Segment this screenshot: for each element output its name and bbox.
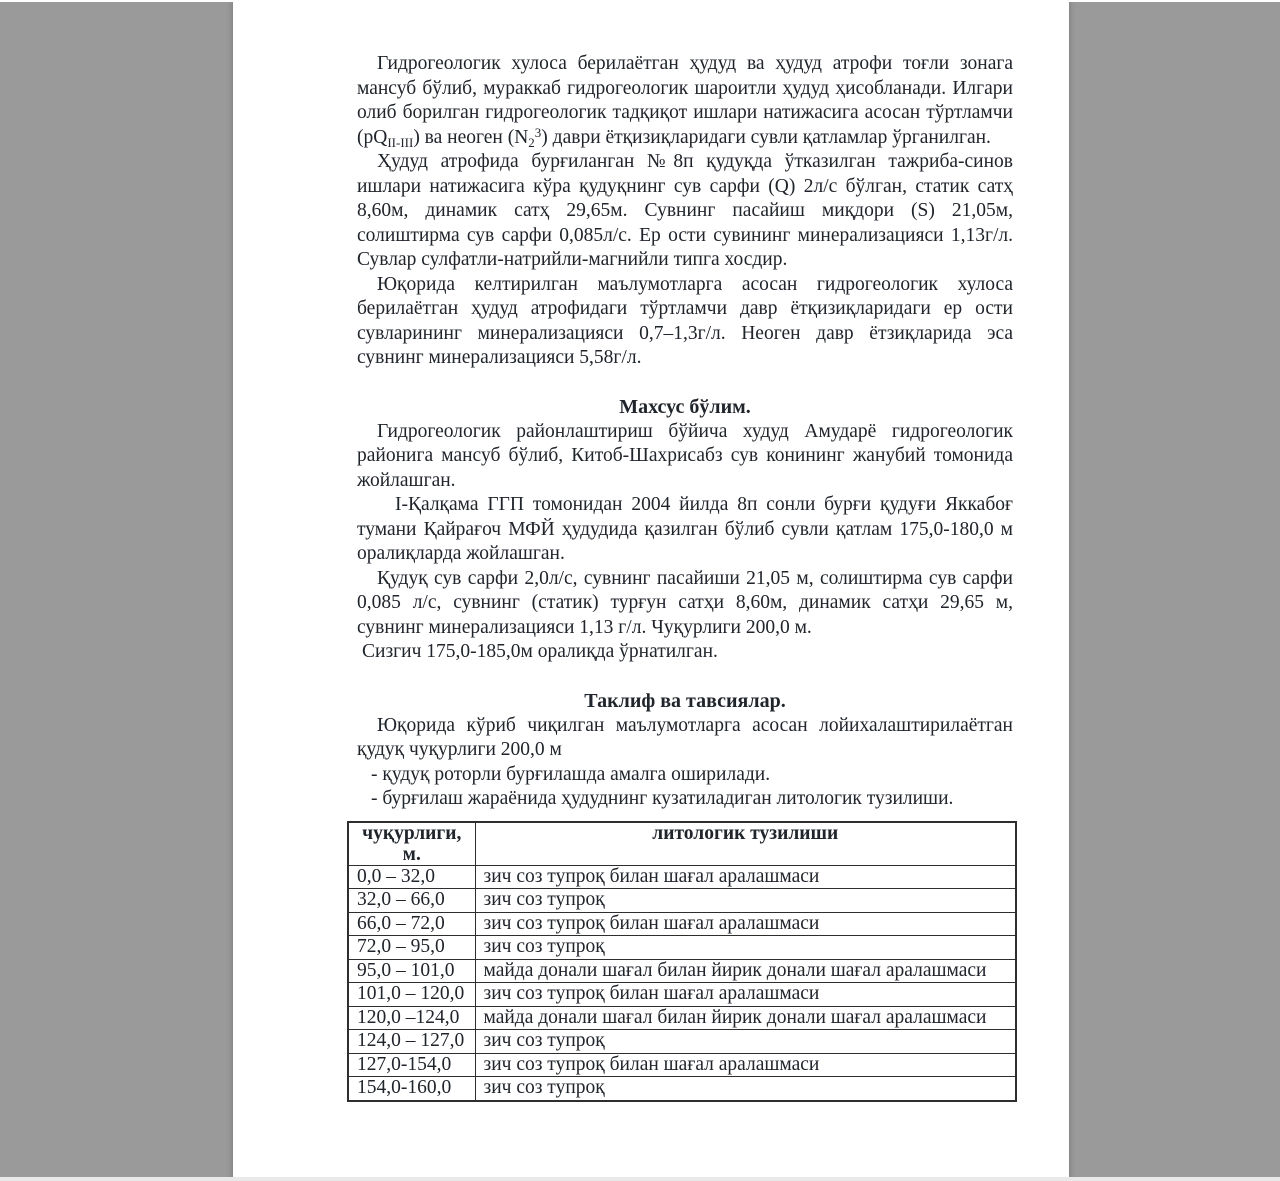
paragraph-hydrogeology-overview	[357, 52, 1013, 150]
table-row	[348, 865, 1016, 889]
paragraph-well-parameters: Қудуқ сув сарфи 2,0л/с, сувнинг пасайиши 21,05 м, солиштирма сув сарфи 0,085 л/с, сувнинг (статик) турғун сатҳи 8,60м, динамик сатҳи 29,65 м, сувнинг минерализацияси 1,13 г/л. Чуқурлиги 200,0 м.	[357, 567, 1013, 638]
table-cell-depth: 66,0 – 72,0	[348, 912, 475, 936]
table-row	[348, 936, 1016, 960]
table-cell-depth: 72,0 – 95,0	[348, 936, 475, 960]
table-cell-depth: 0,0 – 32,0	[348, 865, 475, 889]
paragraph-text: Гидрогеологик хулоса берилаётган ҳудуд ва ҳудуд атрофи тоғли зонага мансуб бўлиб, мураккаб гидрогеологик шароитли ҳудуд ҳисобланади. Илгари олиб борилган гидрогеологик тадқиқот ишлари натижасига асосан тўртламчи (pQ	[357, 53, 1013, 148]
table-row	[348, 1006, 1016, 1030]
table-cell-lithology: майда донали шағал билан йирик донали шағал аралашмаси	[475, 1006, 1016, 1030]
table-cell-lithology: зич соз тупроқ билан шағал аралашмаси	[475, 912, 1016, 936]
table-row	[348, 1030, 1016, 1054]
table-cell-depth: 95,0 – 101,0	[348, 959, 475, 983]
table-cell-depth: 124,0 – 127,0	[348, 1030, 475, 1054]
column-header-depth: чуқурлиги, м.	[348, 822, 475, 866]
table-cell-depth: 101,0 – 120,0	[348, 983, 475, 1007]
table-row	[348, 1077, 1016, 1101]
table-cell-depth: 32,0 – 66,0	[348, 889, 475, 913]
paragraph-hydro-region: Гидрогеологик районлаштириш бўйича худуд Амударё гидрогеологик районига мансуб бўлиб, Китоб-Шахрисабз сув конининг жанубий томонида жойлашган.	[357, 420, 1013, 491]
paragraph-text: ) даври ётқизиқларидаги сувли қатламлар ўрганилган.	[541, 126, 991, 148]
superscript-neogene-index: 3	[534, 124, 542, 140]
bottom-edge-strip	[0, 1177, 1280, 1181]
paragraph-filter-interval: Сизгич 175,0-185,0м оралиқда ўрнатилган.	[362, 641, 718, 662]
table-cell-depth: 154,0-160,0	[348, 1077, 475, 1101]
document-page	[233, 0, 1069, 1181]
table-row	[348, 959, 1016, 983]
table-row	[348, 889, 1016, 913]
section-heading-special: Махсус бўлим.	[619, 396, 751, 418]
paragraph-well-8p-tests: Ҳудуд атрофида бурғиланган №8п қудуқда ўтказилган тажриба-синов ишлари натижасига кўра қудуқнинг сув сарфи (Q) 2л/с бўлган, статик сатҳ 8,60м, динамик сатҳ 29,65м. Сувнинг пасайиш миқдори (S) 21,05м, солиштирма сув сарфи 0,085л/с. Ер ости сувининг минерализацияси 1,13г/л. Сувлар сулфатли-натрийли-магнийли типга хосдир.	[357, 151, 1013, 270]
section-heading-proposals: Таклиф ва тавсиялар.	[584, 690, 786, 712]
paragraph-drilling-2004: I-Қалқама ГГП томонидан 2004 йилда 8п сонли бурғи қудуғи Яккабоғ тумани Қайрағоч МФЙ ҳудудида қазилган бўлиб сувли қатлам 175,0-180,0 м оралиқларда жойлашган.	[357, 494, 1013, 564]
bullet-lithology-observation: - бурғилаш жараёнида ҳудуднинг кузатиладиган литологик тузилиши.	[371, 788, 954, 809]
table-row	[348, 983, 1016, 1007]
bullet-rotary-drilling: - қудуқ роторли бурғилашда амалга оширилади.	[371, 763, 771, 785]
table-cell-lithology: майда донали шағал билан йирик донали шағал аралашмаси	[475, 959, 1016, 983]
table-cell-lithology: зич соз тупроқ	[475, 1030, 1016, 1054]
table-row	[348, 1053, 1016, 1077]
page-content	[233, 0, 1069, 1102]
table-cell-lithology: зич соз тупроқ	[475, 1077, 1016, 1101]
table-header-row	[348, 822, 1016, 866]
paragraph-proposed-depth: Юқорида кўриб чиқилган маълумотларга асосан лойихалаштирилаётган қудуқ чуқурлиги 200,0 м	[357, 714, 1013, 760]
table-cell-depth: 120,0 –124,0	[348, 1006, 475, 1030]
lithology-table	[347, 821, 1017, 1102]
table-cell-lithology: зич соз тупроқ	[475, 936, 1016, 960]
subscript-neogene-index: 2	[528, 134, 535, 150]
paragraph-mineralization: Юқорида келтирилган маълумотларга асосан гидрогеологик хулоса берилаётган ҳудуд атрофидаги тўртламчи давр ётқизиқларидаги ер ости сувларининг минерализацияси 0,7–1,3г/л. Неоген давр ётзиқларида эса сувнинг минерализацияси 5,58г/л.	[357, 273, 1013, 368]
top-edge-strip	[0, 0, 1280, 2]
table-cell-lithology: зич соз тупроқ билан шағал аралашмаси	[475, 1053, 1016, 1077]
paragraph-text: ) ва неоген (N	[413, 126, 529, 148]
table-cell-lithology: зич соз тупроқ билан шағал аралашмаси	[475, 865, 1016, 889]
table-cell-lithology: зич соз тупроқ	[475, 889, 1016, 913]
subscript-quaternary-index: II-III	[387, 134, 414, 150]
table-cell-depth: 127,0-154,0	[348, 1053, 475, 1077]
table-row	[348, 912, 1016, 936]
table-cell-lithology: зич соз тупроқ билан шағал аралашмаси	[475, 983, 1016, 1007]
column-header-lithology: литологик тузилиши	[475, 822, 1016, 866]
